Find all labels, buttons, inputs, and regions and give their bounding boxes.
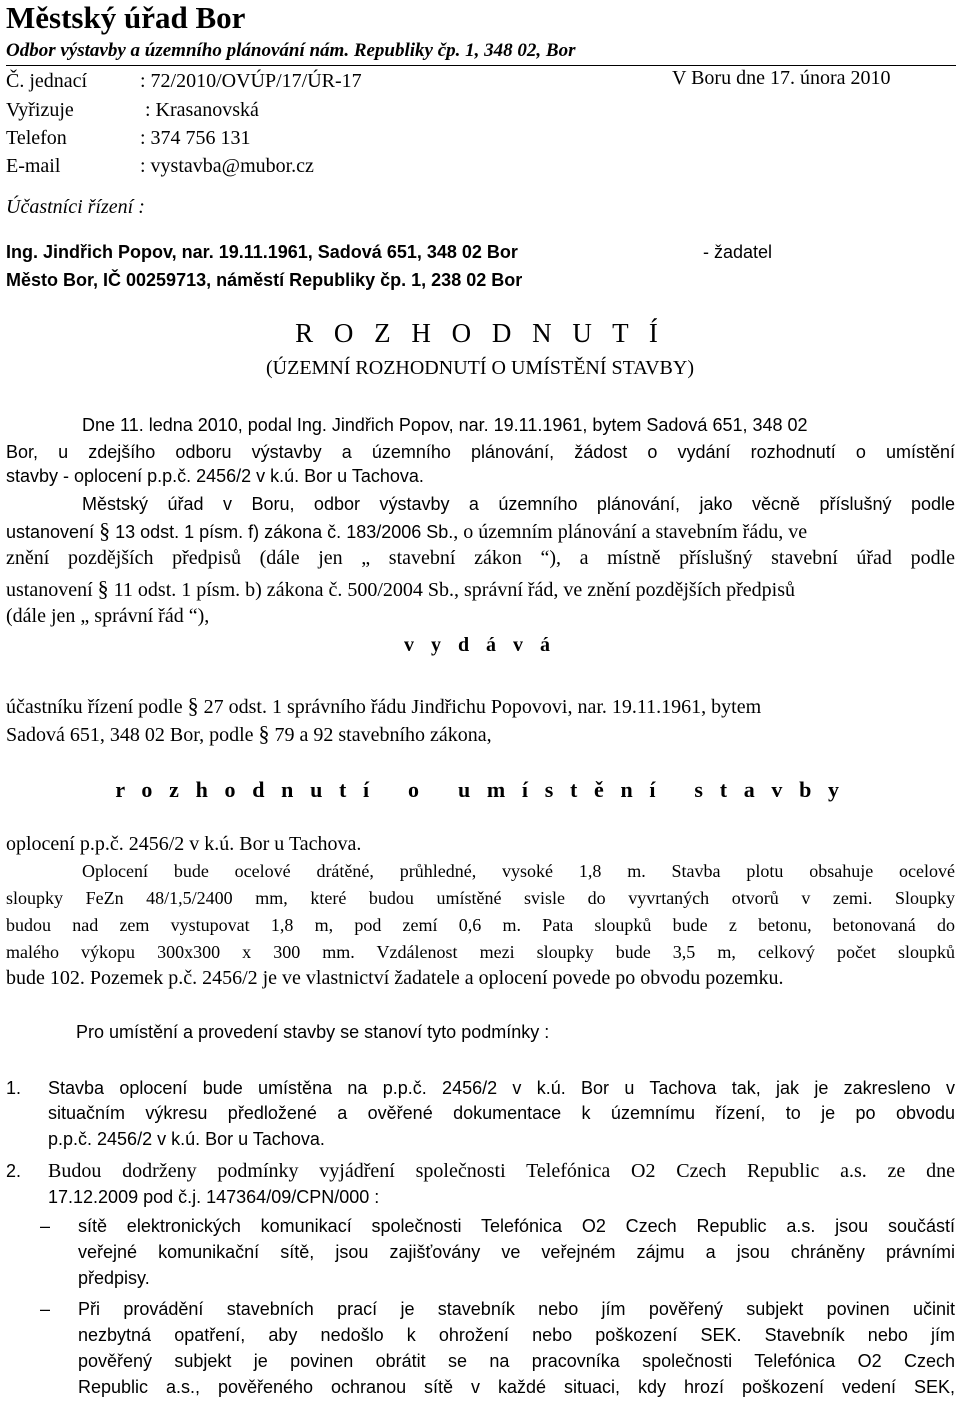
email-value: : vystavba@mubor.cz — [140, 155, 314, 177]
handler-label: Vyřizuje — [6, 99, 74, 121]
conditions-intro: Pro umístění a provedení stavby se stanoví tyto podmínky : — [76, 1022, 550, 1042]
ref-label: Č. jednací — [6, 70, 88, 92]
section-symbol: § — [99, 518, 111, 543]
object-line: oplocení p.p.č. 2456/2 v k.ú. Bor u Tachova. — [6, 833, 362, 855]
phone-value: : 374 756 131 — [140, 127, 251, 149]
description-line: budou nad zem vystupovat 1,8 m, pod zemí 0,6 m. Pata sloupků bude z betonu, betonovaná do — [6, 915, 955, 935]
authority-line: ustanovení § 13 odst. 1 písm. f) zákona č. 183/2006 Sb., o územním plánování a stavebním řádu, ve — [6, 518, 808, 543]
authority-line: ustanovení § 11 odst. 1 písm. b) zákona č. 500/2004 Sb., správní řád, ve znění pozdějších předpisů — [6, 576, 796, 601]
condition-item: 2. Budou dodrženy podmínky vyjádření společnosti Telefónica O2 Czech Republic a.s. ze dne 17.12.2009 pod č.j. 147364/09/CPN/000 : — [6, 1160, 955, 1207]
description-line: malého výkopu 300x300 x 300 mm. Vzdálenost mezi sloupky bude 3,5 m, celkový počet sloupků — [6, 942, 955, 962]
party-role: - žadatel — [703, 242, 773, 262]
participant-line: Sadová 651, 348 02 Bor, podle § 79 a 92 stavebního zákona, — [6, 721, 492, 746]
intro-line: Dne 11. ledna 2010, podal Ing. Jindřich Popov, nar. 19.11.1961, bytem Sadová 651, 348 02 — [82, 415, 808, 435]
description-line: bude 102. Pozemek p.č. 2456/2 je ve vlastnictví žadatele a oplocení povede po obvodu pozemku. — [6, 967, 784, 989]
place-date: V Boru dne 17. února 2010 — [672, 67, 891, 89]
section-symbol: § — [97, 576, 109, 601]
description-line: Oplocení bude ocelové drátěné, průhledné, vysoké 1,8 m. Stavba plotu obsahuje ocelové — [82, 861, 955, 881]
section-symbol: § — [187, 693, 199, 718]
party-applicant: Ing. Jindřich Popov, nar. 19.11.1961, Sadová 651, 348 02 Bor — [6, 242, 518, 262]
handler-value: : Krasanovská — [140, 99, 259, 121]
department-address: Odbor výstavby a územního plánování nám. Republiky čp. 1, 348 02, Bor — [6, 40, 576, 61]
ref-value: : 72/2010/OVÚP/17/ÚR-17 — [140, 70, 362, 92]
decision-placement-heading: r o z h o d n u t í o u m í s t ě n í s t a v b y — [115, 777, 845, 802]
description-line: sloupky FeZn 48/1,5/2400 mm, které budou umístěné svisle do vyvrtaných otvorů v zemi. Sloupky — [6, 888, 955, 908]
parties-heading: Účastníci řízení : — [6, 196, 145, 218]
authority-line: Městský úřad v Boru, odbor výstavby a územního plánování, jako věcně příslušný podle — [82, 494, 955, 514]
phone-label: Telefon — [6, 127, 67, 149]
authority-line: znění pozdějších předpisů (dále jen „ stavební zákon “), a místně příslušný stavební úřad podle — [6, 547, 955, 569]
decision-subtitle: (ÚZEMNÍ ROZHODNUTÍ O UMÍSTĚNÍ STAVBY) — [266, 357, 694, 379]
authority-line: (dále jen „ správní řád “), — [6, 605, 210, 627]
bullet-item: – Při provádění stavebních prací je stavebník nebo jím pověřený subjekt povinen učinit nezbytná opatření, aby nedošlo k ohrožení nebo poškození SEK. Stavebník nebo jím pověřený subjekt je povinen obrátit se na pracovníka společnosti Telefónica O2 Czech Republic a.s., pověřeného ochranou sítě v každé situaci, kdy hrozí poškození vedení SEK, — [40, 1299, 955, 1397]
issues-heading: v y d á v á — [403, 634, 557, 656]
party-municipality: Město Bor, IČ 00259713, náměstí Republiky čp. 1, 238 02 Bor — [6, 270, 523, 290]
intro-line: Bor, u zdejšího odboru výstavby a územního plánování, žádost o vydání rozhodnutí o umístění — [6, 442, 955, 462]
decision-title: R O Z H O D N U T Í — [295, 318, 665, 348]
office-name: Městský úřad Bor — [6, 0, 246, 35]
intro-line: stavby - oplocení p.p.č. 2456/2 v k.ú. Bor u Tachova. — [6, 466, 424, 486]
participant-line: účastníku řízení podle § 27 odst. 1 správního řádu Jindřichu Popovovi, nar. 19.11.1961, bytem — [6, 693, 762, 718]
section-symbol: § — [258, 721, 270, 746]
condition-item: 1. Stavba oplocení bude umístěna na p.p.č. 2456/2 v k.ú. Bor u Tachova tak, jak je zakresleno v situačním výkresu předložené a ověřené dokumentace k územnímu řízení, to je po obvodu p.p.č. 2456/2 v k.ú. Bor u Tachova. — [6, 1078, 955, 1149]
bullet-item: – sítě elektronických komunikací společnosti Telefónica O2 Czech Republic a.s. jsou součástí veřejné komunikační sítě, jsou zajišťovány ve veřejném zájmu a jsou chráněny právními předpisy. — [40, 1216, 955, 1288]
email-label: E-mail — [6, 155, 61, 177]
